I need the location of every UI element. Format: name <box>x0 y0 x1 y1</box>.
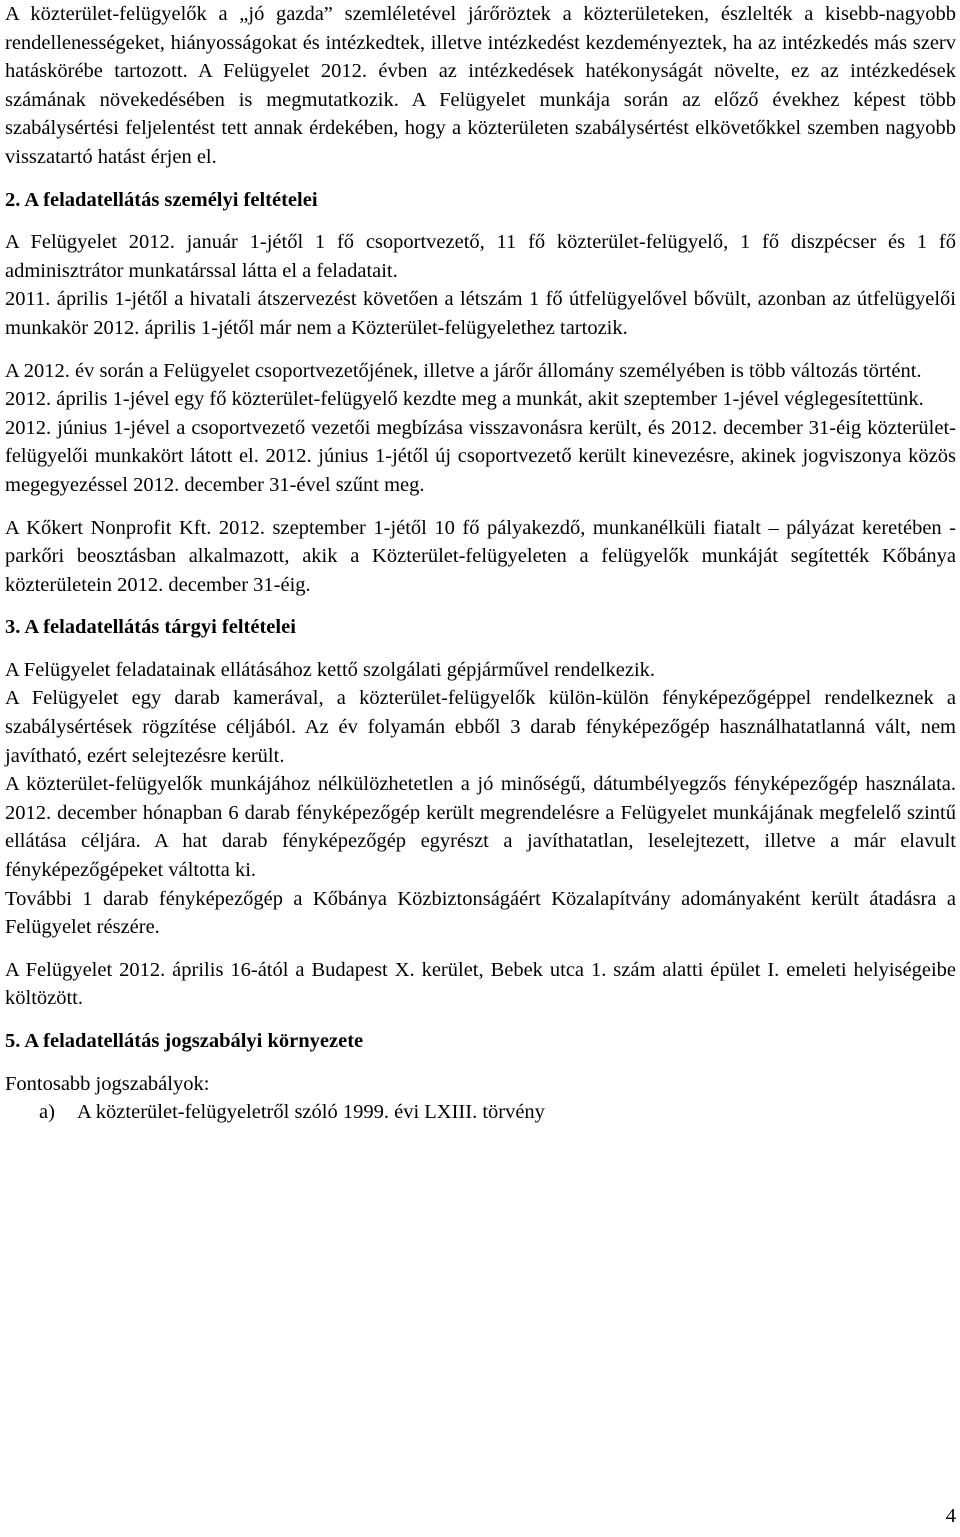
paragraph-intro: A közterület-felügyelők a „jó gazda” szemléletével járőröztek a közterületeken, észlelték a kisebb-nagyobb rendellenességeket, hiányosságokat és intézkedtek, illetve intézkedést kezdeményeztek, ha az intézkedés más szerv hatáskörébe tartozott. A Felügyelet 2012. évben az intézkedések hatékonyságát növelte, ez az intézkedések számának növekedésében is megmutatkozik. A Felügyelet munkája során az előző évekhez képest több szabálysértési feljelentést tett annak érdekében, hogy a közterületen szabálysértést elkövetőkkel szemben nagyobb visszatartó hatást érjen el. <box>5 3 956 168</box>
page-number: 4 <box>945 1505 956 1527</box>
paragraph-donation: További 1 darab fényképezőgép a Kőbánya Közbiztonságáért Közalapítvány adományaként került átadásra a Felügyelet részére. <box>5 887 956 939</box>
paragraph-cameras: A Felügyelet egy darab kamerával, a közterület-felügyelők külön-külön fényképezőgéppel rendelkeznek a szabálysértések rögzítése céljából. Az év folyamán ebből 3 darab fényképezőgép használhatatlanná vált, nem javítható, ezért selejtezésre került. <box>5 687 956 767</box>
paragraph-staff-2011: 2011. április 1-jétől a hivatali átszervezést követően a létszám 1 fő útfelügyelővel bővült, azonban az útfelügyelői munkakör 2012. április 1-jétől már nem a Közterület-felügyelethez tartozik. <box>5 288 956 339</box>
section-heading-5: 5. A feladatellátás jogszabályi környezete <box>5 1030 364 1052</box>
paragraph-june: 2012. június 1-jével a csoportvezető vezetői megbízása visszavonásra került, és 2012. december 31-éig közterület-felügyelői munkakört látott el. 2012. június 1-jétől új csoportvezető került kinevezésre, akinek jogviszonya közös megegyezéssel 2012. december 31-ével szűnt meg. <box>5 416 956 496</box>
paragraph-staff-2012: A Felügyelet 2012. január 1-jétől 1 fő csoportvezető, 11 fő közterület-felügyelő, 1 fő diszpécser és 1 fő adminisztrátor munkatárssal látta el a feladatait. <box>5 231 956 282</box>
list-item-text: A közterület-felügyeletről szóló 1999. évi LXIII. törvény <box>77 1101 545 1124</box>
list-marker: a) <box>39 1101 55 1124</box>
paragraph-date-cameras: A közterület-felügyelők munkájához nélkülözhetetlen a jó minőségű, dátumbélyegzős fényképezőgép használata. 2012. december hónapban 6 darab fényképezőgép került megrendelésre a Felügyelet munkájának megfelelő szintű ellátása céljára. A hat darab fényképezőgép egyrészt a javíthatatlan, leselejtezett, illetve a már elavult fényképezőgépeket váltotta ki. <box>5 773 956 882</box>
paragraph-kokert: A Kőkert Nonprofit Kft. 2012. szeptember 1-jétől 10 fő pályakezdő, munkanélküli fiatalt – pályázat keretében - parkőri beosztásban alkalmazott, akik a Közterület-felügyeleten a felügyelők munkáját segítették Kőbánya közterületein 2012. december 31-éig. <box>5 516 956 596</box>
paragraph-changes: A 2012. év során a Felügyelet csoportvezetőjének, illetve a járőr állomány személyében is több változás történt. <box>5 359 922 382</box>
law-list-item <box>5 1098 956 1127</box>
section-heading-2: 2. A feladatellátás személyi feltételei <box>5 188 318 211</box>
paragraph-relocation: A Felügyelet 2012. április 16-ától a Budapest X. kerület, Bebek utca 1. szám alatti épület I. emeleti helyiségeibe költözött. <box>5 958 956 1010</box>
document-page <box>5 0 956 1127</box>
paragraph-vehicles: A Felügyelet feladatainak ellátásához kettő szolgálati gépjárművel rendelkezik. <box>5 658 656 681</box>
paragraph-laws-intro: Fontosabb jogszabályok: <box>5 1072 210 1095</box>
paragraph-april: 2012. április 1-jével egy fő közterület-felügyelő kezdte meg a munkát, akit szeptember 1-jével véglegesítettünk. <box>5 388 924 411</box>
section-heading-3: 3. A feladatellátás tárgyi feltételei <box>5 616 296 639</box>
